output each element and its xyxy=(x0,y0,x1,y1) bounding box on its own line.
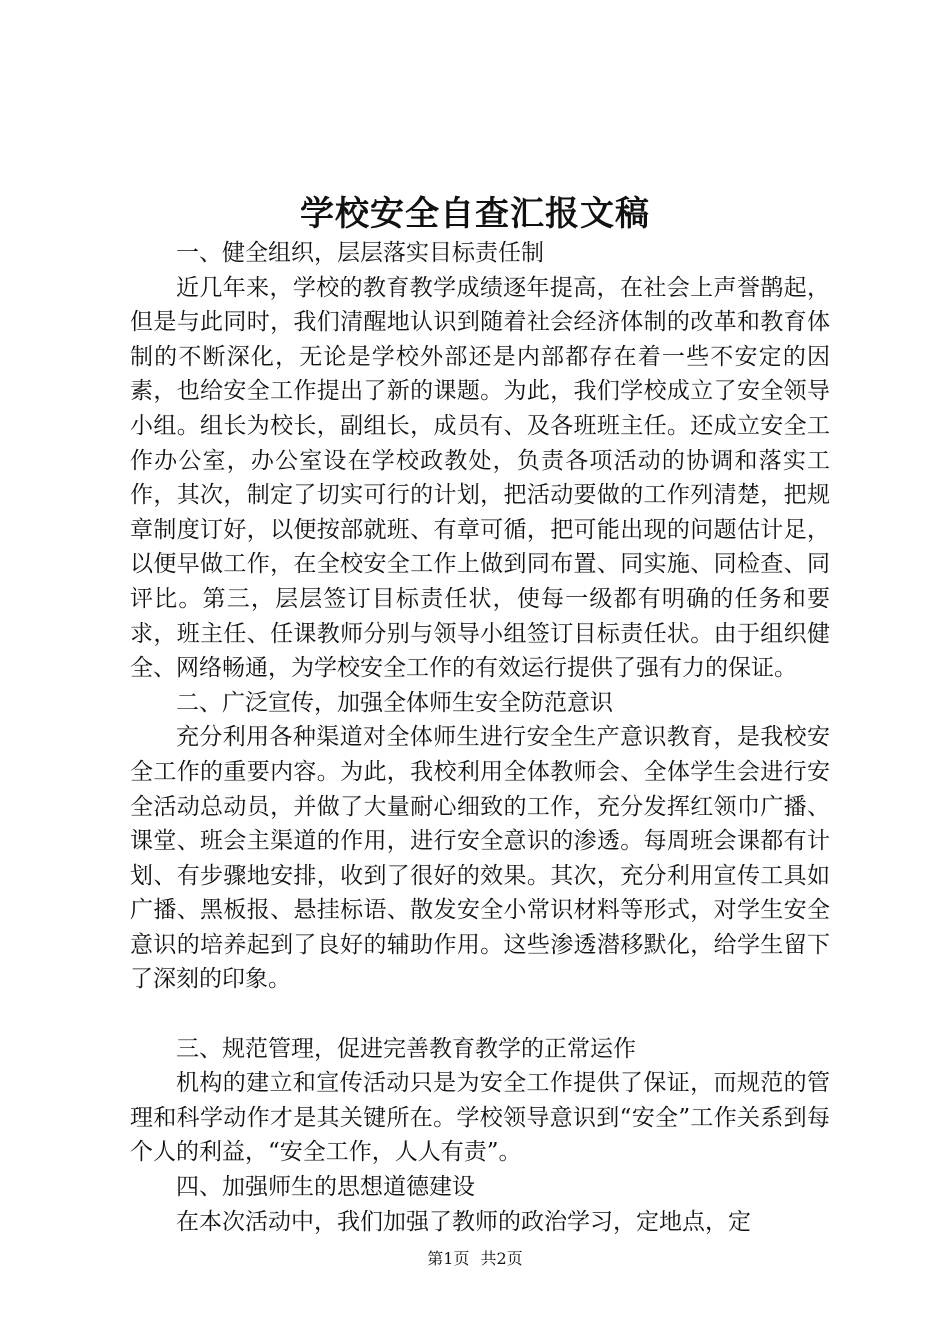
body-paragraph: 近几年来，学校的教育教学成绩逐年提高，在社会上声誉鹊起，但是与此同时，我们清醒地认识到随着社会经济体制的改革和教育体制的不断深化，无论是学校外部还是内部都存在着一些不安定的因素，也给安全工作提出了新的课题。为此，我们学校成立了安全领导小组。组长为校长，副组长，成员有、及各班班主任。还成立安全工作办公室，办公室设在学校政教处，负责各项活动的协调和落实工作，其次，制定了切实可行的计划，把活动要做的工作列清楚，把规章制度订好，以便按部就班、有章可循，把可能出现的问题估计足，以便早做工作，在全校安全工作上做到同布置、同实施、同检查、同评比。第三，层层签订目标责任状，使每一级都有明确的任务和要求，班主任、任课教师分别与领导小组签订目标责任状。由于组织健全、网络畅通，为学校安全工作的有效运行提供了强有力的保证。 xyxy=(130,274,830,682)
section-heading-1: 一、健全组织，层层落实目标责任制 xyxy=(176,240,544,266)
document-title: 学校安全自查汇报文稿 xyxy=(300,194,650,234)
section-heading-2: 二、广泛宣传，加强全体师生安全防范意识 xyxy=(176,689,613,716)
body-paragraph: 充分利用各种渠道对全体师生进行安全生产意识教育，是我校安全工作的重要内容。为此，我校利用全体教师会、全体学生会进行安全活动总动员，并做了大量耐心细致的工作，充分发挥红领巾广播、课堂、班会主渠道的作用，进行安全意识的渗透。每周班会课都有计划、有步骤地安排，收到了很好的效果。其次，充分利用宣传工具如广播、黑板报、悬挂标语、散发安全小常识材料等形式，对学生安全意识的培养起到了良好的辅助作用。这些渗透潜移默化，给学生留下了深刻的印象。 xyxy=(130,724,830,993)
page-total: 共2页 xyxy=(480,1249,523,1268)
body-paragraph: 在本次活动中，我们加强了教师的政治学习，定地点，定 xyxy=(176,1208,751,1235)
body-paragraph: 机构的建立和宣传活动只是为安全工作提供了保证，而规范的管理和科学动作才是其关键所在。学校领导意识到“安全”工作关系到每个人的利益，“安全工作，人人有责”。 xyxy=(130,1070,830,1166)
page-number: 第1页 xyxy=(427,1249,470,1268)
section-heading-3: 三、规范管理，促进完善教育教学的正常运作 xyxy=(176,1035,636,1062)
page-footer xyxy=(0,1246,950,1269)
document-body xyxy=(130,236,830,1239)
section-heading-4: 四、加强师生的思想道德建设 xyxy=(176,1174,475,1201)
